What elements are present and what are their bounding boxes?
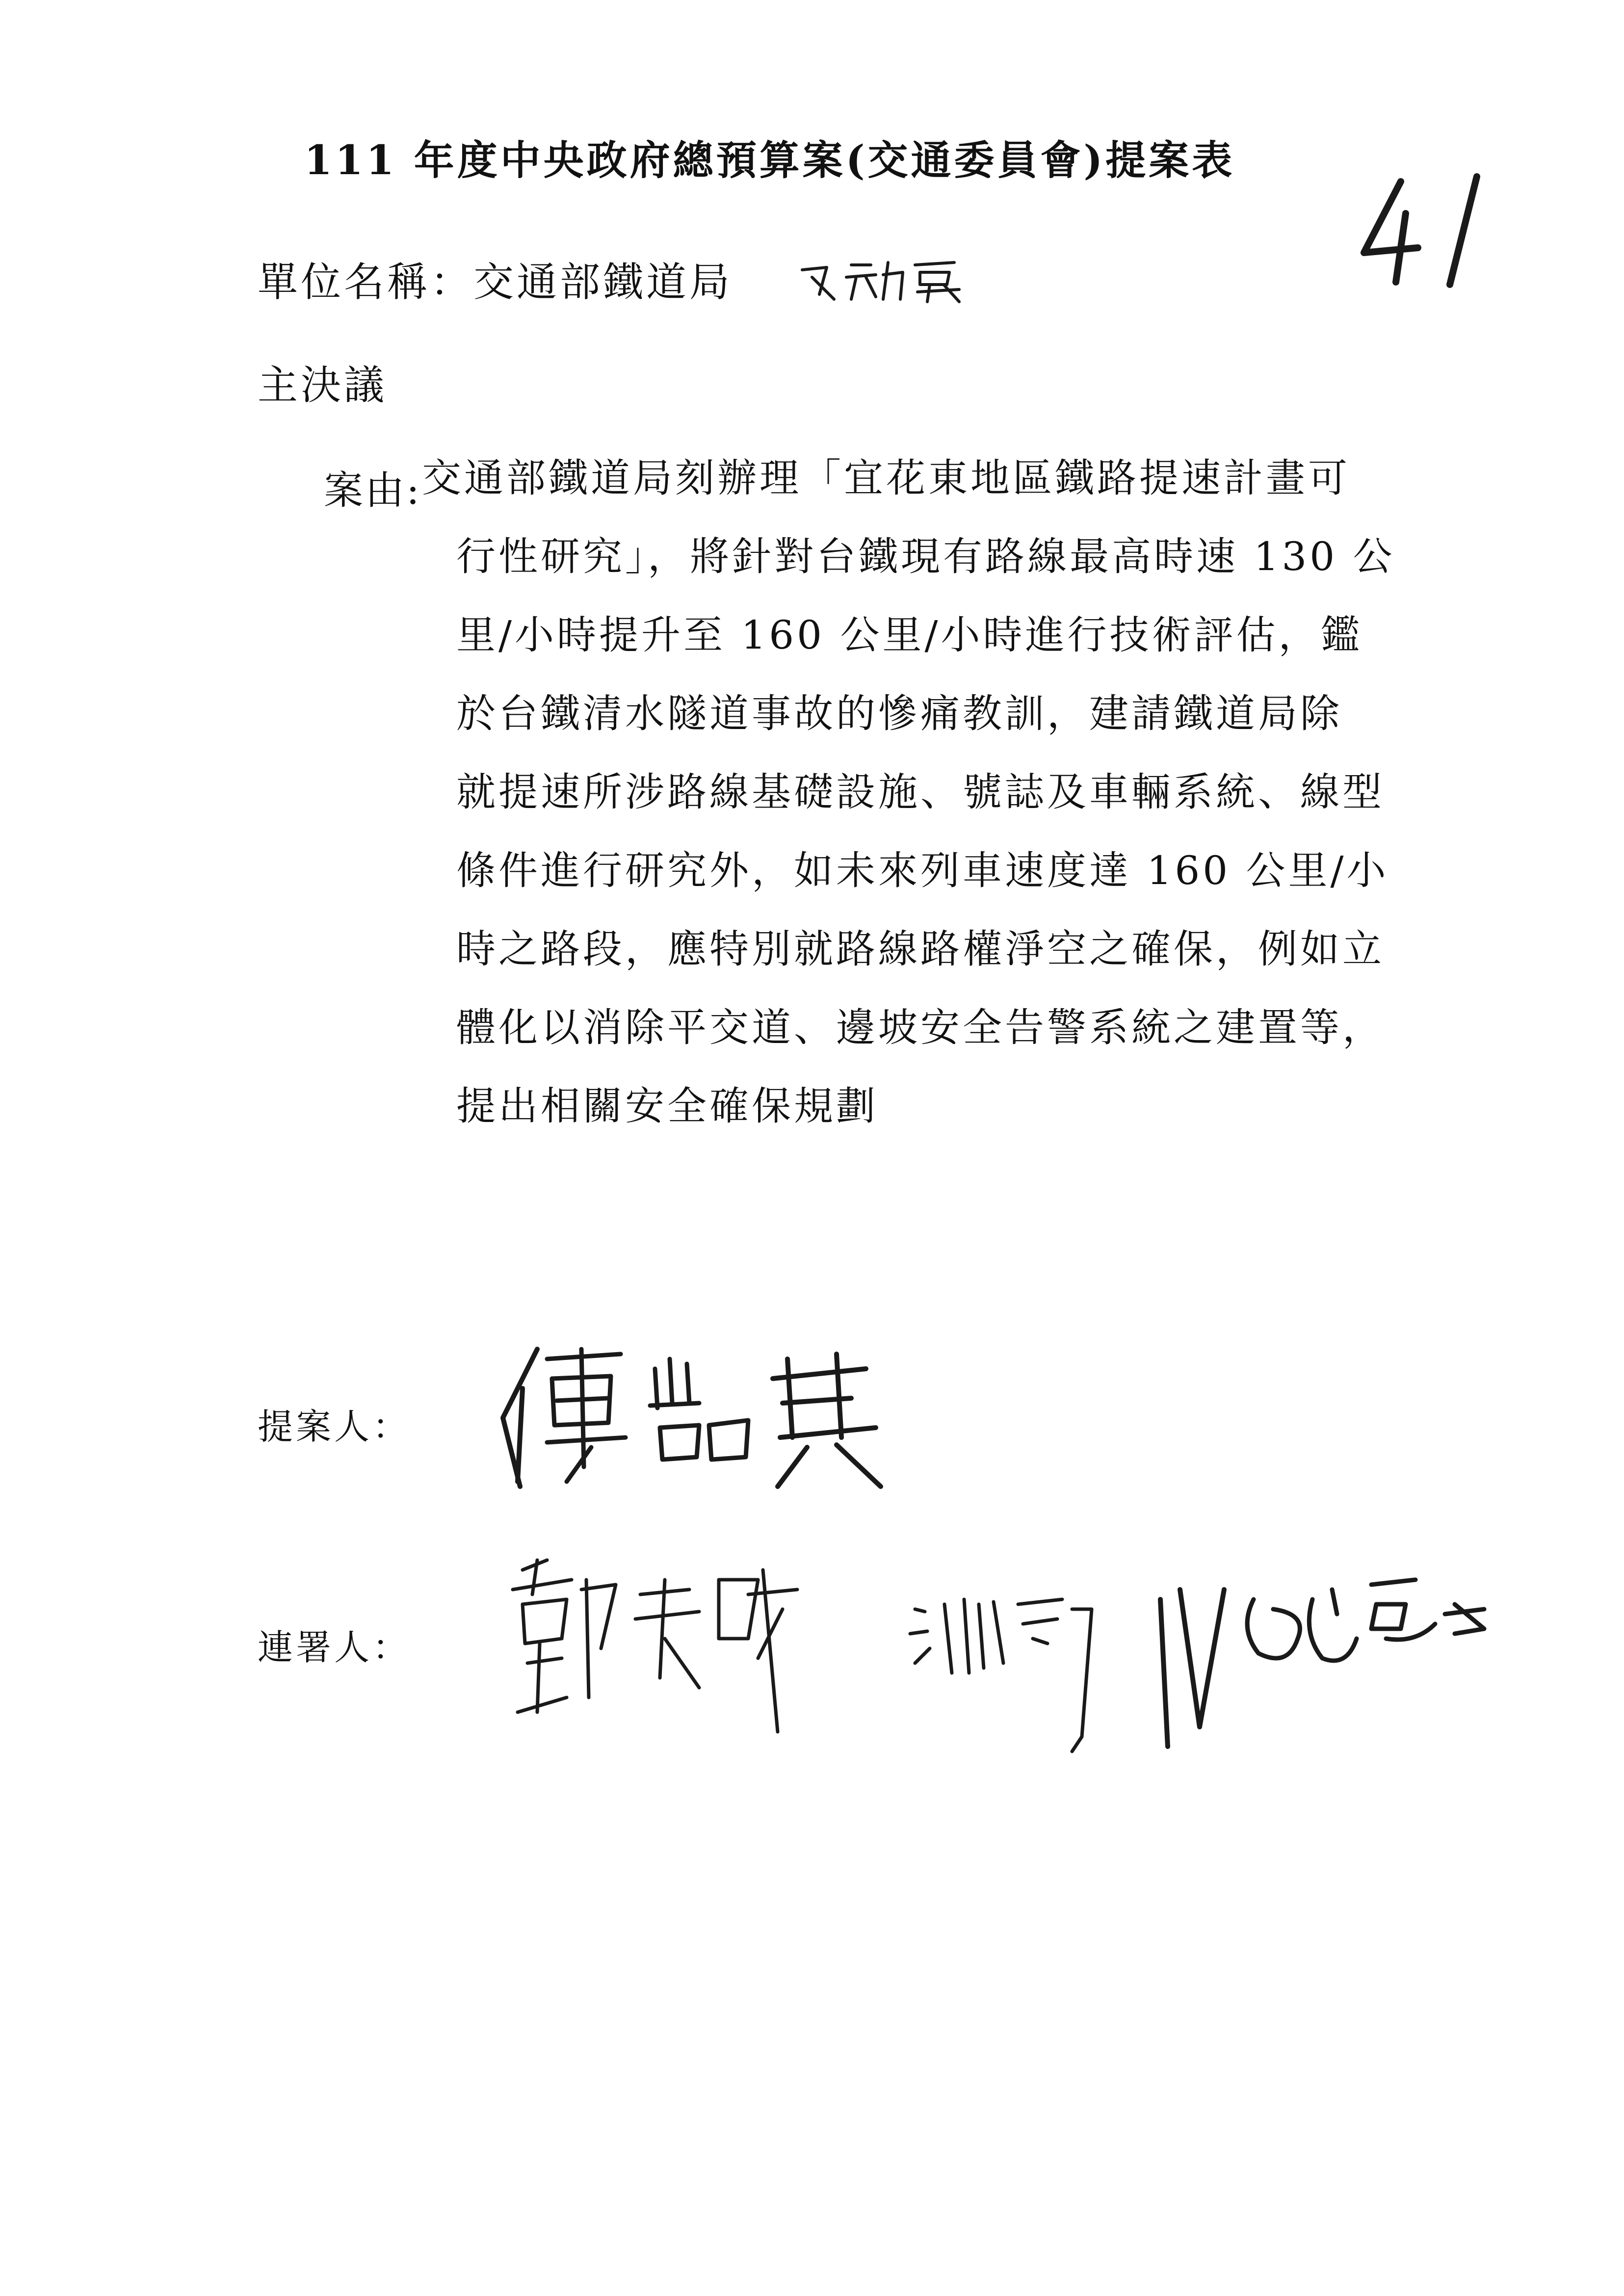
case-line: 於台鐵清水隧道事故的慘痛教訓，建請鐵道局除: [456, 691, 1342, 736]
case-line: 條件進行研究外，如未來列車速度達 160 公里/小: [456, 848, 1389, 893]
proposer-label: 提案人：: [258, 1406, 411, 1447]
case-line: 體化以消除平交道、邊坡安全告警系統之建置等，: [456, 1005, 1385, 1050]
case-line: 提出相關安全確保規劃: [456, 1083, 878, 1129]
unit-name: 交通部鐵道局: [473, 259, 733, 306]
case-line: 交通部鐵道局刻辦理「宜花東地區鐵路提速計畫可: [422, 455, 1350, 501]
unit-label: 單位名稱：: [258, 259, 474, 306]
section-heading: 主決議: [258, 362, 388, 409]
document-title: 111 年度中央政府總預算案(交通委員會)提案表: [304, 137, 1235, 184]
handwritten-page-number: [1354, 167, 1501, 294]
case-line: 時之路段，應特別就路線路權淨空之確保，例如立: [456, 926, 1385, 972]
unit-row: [258, 250, 733, 308]
case-label: 案由:: [324, 468, 421, 513]
cosigner-signature-1: [503, 1550, 822, 1737]
cosigners-label: 連署人：: [258, 1627, 411, 1668]
case-line: 里/小時提升至 160 公里/小時進行技術評估，鑑: [456, 612, 1363, 658]
cosigner-signature-3: [1141, 1570, 1509, 1756]
case-line: 行性研究」，將針對台鐵現有路線最高時速 130 公: [456, 534, 1395, 579]
case-line: 就提速所涉路線基礎設施、號誌及車輛系統、線型: [456, 769, 1385, 815]
cosigner-signature-2: [905, 1590, 1111, 1766]
proposer-signature: [493, 1339, 935, 1496]
handwritten-unit-suffix: [797, 255, 969, 304]
